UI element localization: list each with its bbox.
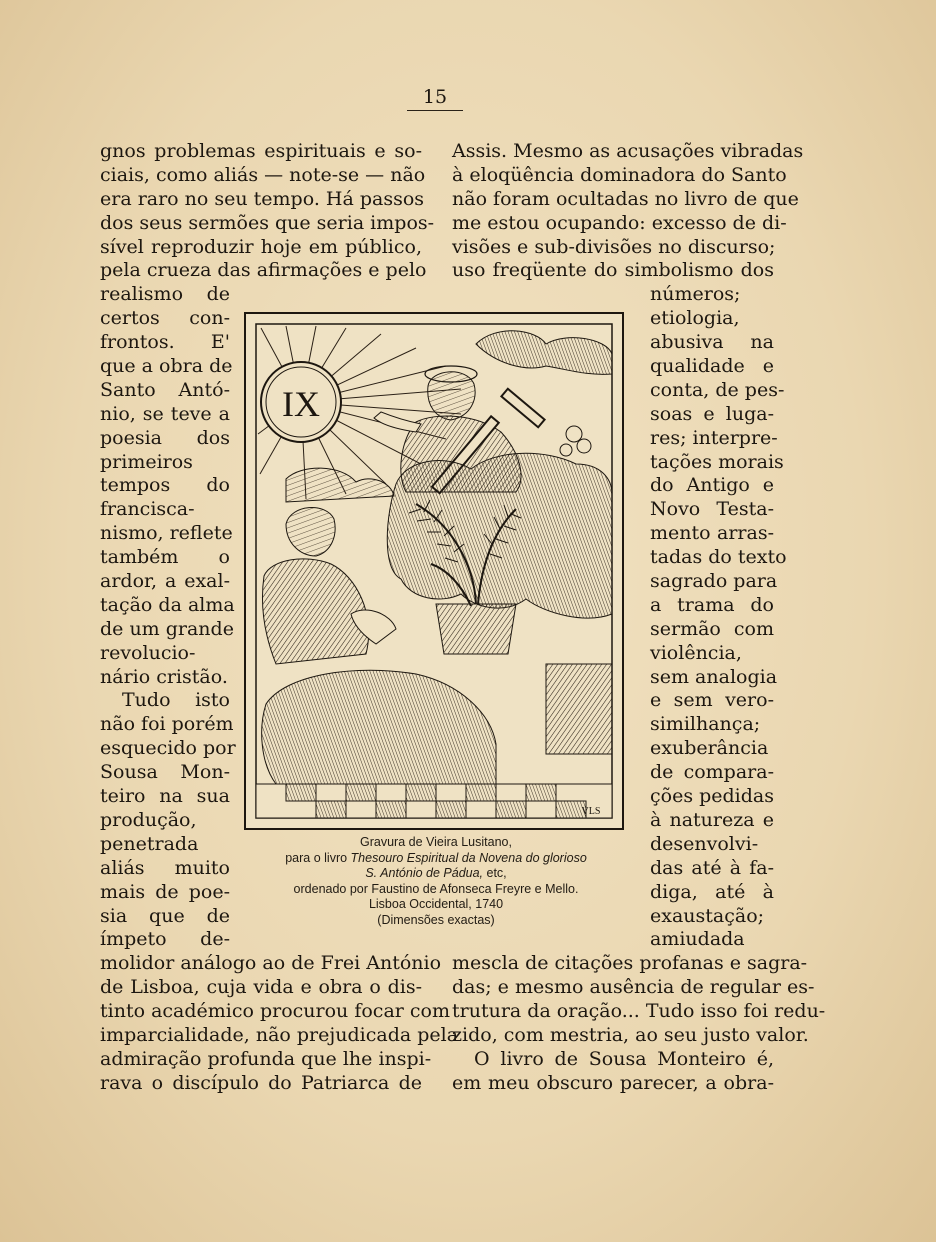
caption-text: etc,	[483, 866, 507, 880]
text-line: de Lisboa, cuja vida e obra o dis-	[100, 976, 422, 999]
text-line: tadas do texto	[650, 546, 787, 569]
text-line: zido, com mestria, ao seu justo valor.	[452, 1023, 809, 1046]
text-line: amiudada	[650, 928, 745, 951]
text-line: não foram ocultadas no livro de que	[452, 187, 799, 210]
text-line: rava o discípulo do Patriarca de	[100, 1071, 422, 1094]
text-line: revolucio-	[100, 641, 196, 664]
text-line: tempos do	[100, 474, 230, 497]
text-line: ardor, a exal-	[100, 570, 230, 593]
text-line: mescla de citações profanas e sagra-	[452, 952, 808, 975]
text-line: etiologia,	[650, 307, 740, 330]
text-line: mento arras-	[650, 522, 774, 545]
roman-numeral: IX	[282, 384, 320, 424]
checkered-floor	[256, 784, 612, 818]
right-wrap-block	[650, 283, 787, 952]
right-top-block	[452, 140, 804, 283]
engraving-picture	[246, 314, 622, 828]
text-line: visões e sub-divisões no discurso;	[452, 235, 776, 258]
text-line: de compara-	[650, 761, 774, 784]
text-line: números;	[650, 283, 741, 306]
cloud-shape	[286, 468, 394, 502]
text-line: penetrada	[100, 832, 199, 855]
text-line: nário cristão.	[100, 665, 228, 688]
text-line: sia que de	[100, 904, 230, 927]
text-line: aliás muito	[100, 856, 230, 879]
woman-head	[286, 508, 335, 556]
urn	[436, 604, 516, 654]
text-line: Santo Antó-	[100, 378, 230, 401]
text-line: certos con-	[100, 307, 230, 330]
text-line: pela crueza das afirmações e pelo	[100, 259, 427, 282]
text-line: esquecido por	[100, 737, 236, 760]
left-top-block	[100, 140, 435, 283]
text-line: Tudo isto	[122, 689, 230, 712]
text-line: de um grande	[100, 617, 234, 640]
text-line: O livro de Sousa Monteiro é,	[474, 1047, 774, 1070]
text-line: poesia dos	[100, 426, 230, 449]
text-line: teiro na sua	[100, 785, 230, 808]
text-line: dos seus sermões que seria impos-	[100, 211, 435, 234]
caption-line	[234, 851, 638, 867]
text-line: a trama do	[650, 593, 774, 616]
text-line: era raro no seu tempo. Há passos	[100, 187, 425, 210]
text-line: uso freqüente do simbolismo dos	[452, 259, 774, 282]
text-line: trutura da oração... Tudo isso foi redu-	[452, 1000, 826, 1023]
text-line: produção,	[100, 808, 197, 831]
cloud-shape	[387, 453, 612, 618]
cloud-shape	[476, 331, 612, 375]
text-line: à natureza e	[650, 808, 774, 831]
text-line: frontos. E'	[100, 331, 230, 354]
text-line: das; e mesmo ausência de regular es-	[452, 976, 815, 999]
text-line: realismo de	[100, 283, 230, 306]
saint-head	[428, 372, 475, 420]
text-line: das até à fa-	[650, 856, 774, 879]
page-number: 15	[407, 86, 463, 111]
caption-line: (Dimensões exactas)	[377, 912, 495, 927]
text-line: nio, se teve a	[100, 402, 230, 425]
text-line: Novo Testa-	[650, 498, 774, 521]
text-line: não foi porém	[100, 713, 234, 736]
text-line: Sousa Mon-	[100, 761, 230, 784]
text-line: violência,	[650, 641, 742, 664]
text-line: tações morais	[650, 450, 784, 473]
text-line: em meu obscuro parecer, a obra-	[452, 1071, 774, 1094]
caption-text: para o livro	[285, 850, 351, 865]
text-line: e sem vero-	[650, 689, 774, 712]
text-line: imparcialidade, não prejudicada pela	[100, 1023, 459, 1046]
text-line: tação da alma	[100, 593, 235, 616]
text-line: admiração profunda que lhe inspi-	[100, 1047, 432, 1070]
text-line: nismo, reflete	[100, 522, 233, 545]
text-line: gnos problemas espirituais e so-	[100, 140, 422, 162]
text-line: Assis. Mesmo as acusações vibradas	[452, 140, 804, 162]
woman-drapery	[262, 670, 496, 784]
caption-line	[234, 866, 638, 882]
text-line: qualidade e	[650, 355, 774, 378]
text-line: ciais, como aliás — note-se — não	[100, 163, 426, 186]
lily-icon	[560, 426, 591, 456]
engraving-caption	[234, 835, 638, 928]
text-line: que a obra de	[100, 355, 233, 378]
engraver-monogram: VLS	[581, 806, 601, 817]
text-line: sagrado para	[650, 570, 778, 593]
saint-hand	[374, 412, 421, 432]
text-line: conta, de pes-	[650, 378, 785, 401]
text-line: sermão com	[650, 617, 774, 640]
text-line: sem analogia	[650, 665, 778, 688]
text-line: res; interpre-	[650, 426, 778, 449]
text-line: ções pedidas	[650, 785, 775, 808]
book-title-end: S. António de Pádua,	[365, 866, 484, 880]
text-line: também o	[100, 546, 230, 569]
text-line: soas e luga-	[650, 402, 774, 425]
book-title: Thesouro Espiritual da Novena do glorioso	[350, 850, 587, 865]
left-bottom-block	[100, 952, 459, 1095]
text-line: primeiros	[100, 450, 193, 473]
altar-block	[546, 664, 612, 754]
text-line: à eloqüência dominadora do Santo	[452, 163, 787, 186]
woman-upper-robe	[263, 559, 369, 664]
text-line: me estou ocupando: excesso de di-	[452, 211, 787, 234]
text-line: abusiva na	[650, 331, 774, 354]
engraving-illustration	[244, 312, 624, 830]
text-line: ímpeto de-	[100, 928, 230, 951]
text-line: sível reproduzir hoje em público,	[100, 235, 422, 258]
caption-line: Gravura de Vieira Lusitano,	[360, 835, 512, 849]
text-line: tinto académico procurou focar com	[100, 1000, 450, 1023]
text-line: desenvolvi-	[650, 832, 759, 855]
text-line: diga, até à	[650, 880, 774, 903]
text-line: francisca-	[100, 498, 195, 521]
text-line: mais de poe-	[100, 880, 230, 903]
caption-line: Lisboa Occidental, 1740	[368, 897, 504, 911]
text-line: molidor análogo ao de Frei António	[100, 952, 442, 975]
right-bottom-block	[452, 952, 826, 1095]
text-line: do Antigo e	[650, 474, 774, 497]
text-line: exuberância	[650, 737, 769, 760]
caption-line: ordenado por Faustino de Afonseca Freyre e Mello.	[293, 881, 579, 896]
text-line: exaustação;	[650, 904, 765, 927]
text-line: similhança;	[650, 713, 761, 736]
